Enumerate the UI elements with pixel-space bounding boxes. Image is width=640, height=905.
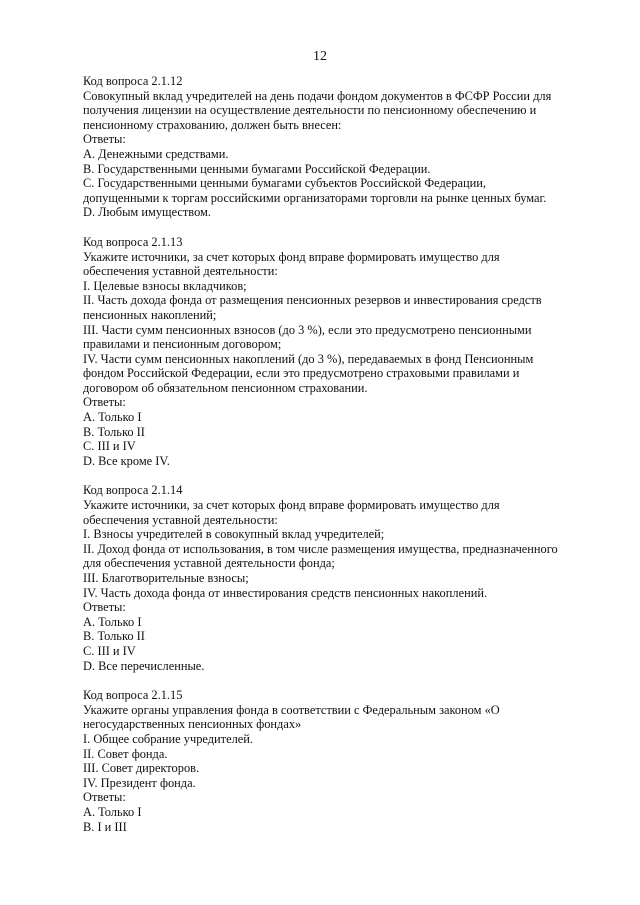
- question-text-line: обеспечения уставной деятельности:: [83, 512, 278, 527]
- question-text-line: Укажите органы управления фонда в соответствии с Федеральным законом «О: [83, 702, 500, 717]
- question-text-line: обеспечения уставной деятельности:: [83, 264, 278, 279]
- question-text-line: получения лицензии на осуществление деятельности по пенсионному обеспечению и: [83, 103, 537, 118]
- statement: II. Часть дохода фонда от размещения пенсионных резервов и инвестирования средств: [83, 293, 542, 308]
- question-code: Код вопроса 2.1.13: [83, 234, 183, 249]
- spacer: [83, 468, 598, 483]
- answer-option: А. Только I: [83, 614, 142, 629]
- answer-option: С. III и IV: [83, 439, 136, 454]
- statement: IV. Часть дохода фонда от инвестирования средств пенсионных накоплений.: [83, 585, 488, 600]
- answers-label: Ответы:: [83, 790, 126, 805]
- question-text-line: Совокупный вклад учредителей на день подачи фондом документов в ФСФР России для: [83, 88, 552, 103]
- statement: III. Благотворительные взносы;: [83, 571, 249, 585]
- answer-option-continuation: допущенными к торгам российскими организаторами торговли на рынке ценных бумаг.: [83, 190, 547, 205]
- question-block: [83, 235, 598, 469]
- question-text-line: Укажите источники, за счет которых фонд вправе формировать имущество для: [83, 249, 500, 264]
- statement-continuation: пенсионных накоплений;: [83, 307, 217, 322]
- answer-option: D. Любым имуществом.: [83, 205, 211, 220]
- statement-continuation: договором об обязательном пенсионном страховании.: [83, 380, 368, 395]
- question-text-line: пенсионному страхованию, должен быть внесен:: [83, 117, 342, 132]
- statement: I. Общее собрание учредителей.: [83, 731, 253, 746]
- statement-continuation: для обеспечения уставной деятельности фонда;: [83, 556, 335, 571]
- answers-label: Ответы:: [83, 395, 126, 410]
- statement: IV. Части сумм пенсионных накоплений (до 3 %), передаваемых в фонд Пенсионным: [83, 351, 534, 366]
- question-code: Код вопроса 2.1.14: [83, 483, 183, 498]
- statement: IV. Президент фонда.: [83, 775, 196, 790]
- page-content: [83, 74, 598, 834]
- answer-option: С. III и IV: [83, 643, 136, 658]
- statement: II. Доход фонда от использования, в том числе размещения имущества, предназначенного: [83, 541, 558, 556]
- answer-option: D. Все кроме IV.: [83, 453, 170, 468]
- answer-option: А. Только I: [83, 804, 142, 819]
- answer-option: С. Государственными ценными бумагами субъектов Российской Федерации,: [83, 176, 486, 191]
- spacer: [83, 220, 598, 235]
- answer-option: В. Только II: [83, 629, 145, 644]
- page-number: 12: [313, 49, 327, 64]
- answer-option: В. I и III: [83, 819, 127, 834]
- statement: I. Взносы учредителей в совокупный вклад учредителей;: [83, 527, 385, 542]
- statement: II. Совет фонда.: [83, 746, 168, 761]
- answer-option: В. Только II: [83, 424, 145, 439]
- statement: III. Части сумм пенсионных взносов (до 3 %), если это предусмотрено пенсионными: [83, 322, 532, 337]
- question-code: Код вопроса 2.1.12: [83, 74, 183, 88]
- answer-option: В. Государственными ценными бумагами Российской Федерации.: [83, 161, 431, 176]
- question-text-line: негосударственных пенсионных фондах»: [83, 717, 302, 732]
- answers-label: Ответы:: [83, 600, 126, 615]
- spacer: [83, 673, 598, 688]
- statement-continuation: фондом Российской Федерации, если это предусмотрено страховыми правилами и: [83, 366, 520, 381]
- statement: I. Целевые взносы вкладчиков;: [83, 278, 247, 293]
- answers-label: Ответы:: [83, 132, 126, 147]
- answer-option: А. Только I: [83, 410, 142, 425]
- answer-option: А. Денежными средствами.: [83, 146, 229, 161]
- question-block: [83, 688, 598, 834]
- statement-continuation: правилами и пенсионным договором;: [83, 337, 282, 352]
- answer-option: D. Все перечисленные.: [83, 658, 205, 673]
- question-text-line: Укажите источники, за счет которых фонд вправе формировать имущество для: [83, 498, 500, 513]
- question-code: Код вопроса 2.1.15: [83, 688, 183, 703]
- question-block: [83, 483, 598, 673]
- question-block: [83, 74, 598, 220]
- statement: III. Совет директоров.: [83, 761, 200, 776]
